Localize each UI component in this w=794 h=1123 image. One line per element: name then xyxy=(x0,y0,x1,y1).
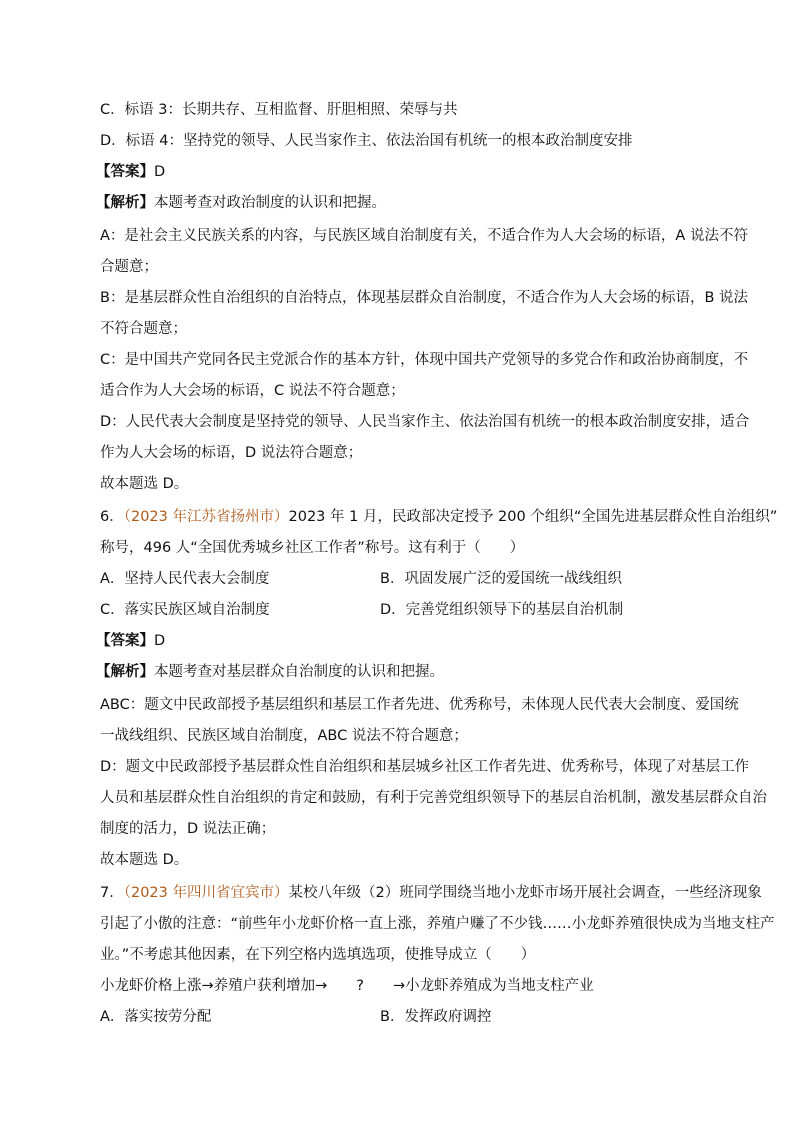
q6-source: （2023 年江苏省扬州市） xyxy=(123,509,289,525)
q6-number: 6． xyxy=(100,509,124,525)
q6-stem-text: 2023 年 1 月，民政部决定授予 200 个组织“全国先进基层群众性自治组织” xyxy=(288,509,778,525)
q7-stem-line2: 引起了小傲的注意：“前些年小龙虾价格一直上涨，养殖户赚了不少钱……小龙虾养殖很快成为当地支柱产 xyxy=(100,916,775,932)
q6-option-b: B．巩固发展广泛的爱国统一战线组织 xyxy=(380,571,622,587)
q6-analysis-d-line1: D：题文中民政部授予基层群众性自治组织和基层城乡社区工作者先进、优秀称号，体现了对基层工作 xyxy=(100,759,750,775)
q5-analysis-c-line2: 适合作为人大会场的标语，C 说法不符合题意； xyxy=(100,383,405,399)
q6-analysis-d-line3: 制度的活力，D 说法正确； xyxy=(100,821,276,837)
q6-stem-line1 xyxy=(100,507,777,527)
q7-chain: 小龙虾价格上涨→养殖户获利增加→ ? →小龙虾养殖成为当地支柱产业 xyxy=(100,978,594,994)
answer-value: D xyxy=(154,633,166,649)
q6-analysis-d-line2: 人员和基层群众性自治组织的肯定和鼓励，有利于完善党组织领导下的基层自治机制，激发基层群众自治 xyxy=(100,790,767,806)
q5-analysis-d-line1: D：人民代表大会制度是坚持党的领导、人民当家作主、依法治国有机统一的根本政治制度安排，适合 xyxy=(100,414,750,430)
answer-tag: 【答案】 xyxy=(96,164,154,180)
answer-tag: 【答案】 xyxy=(96,633,154,649)
q6-option-c: C．落实民族区域自治制度 xyxy=(100,602,270,618)
analysis-intro-text: 本题考查对政治制度的认识和把握。 xyxy=(154,195,386,211)
q5-analysis-d-line2: 作为人大会场的标语，D 说法符合题意； xyxy=(100,445,363,461)
analysis-intro-text: 本题考查对基层群众自治制度的认识和把握。 xyxy=(154,664,444,680)
q6-option-a: A．坚持人民代表大会制度 xyxy=(100,571,270,587)
q6-analysis-abc-line2: 一战线组织、民族区域自治制度，ABC 说法不符合题意； xyxy=(100,728,468,744)
prev-option-c: C．标语 3：长期共存、互相监督、肝胆相照、荣辱与共 xyxy=(100,102,458,118)
q5-analysis-c-line1: C：是中国共产党同各民主党派合作的基本方针，体现中国共产党领导的多党合作和政治协商制度，不 xyxy=(100,352,749,368)
q7-option-b: B．发挥政府调控 xyxy=(380,1009,492,1025)
q6-analysis-intro xyxy=(96,662,444,682)
q7-number: 7． xyxy=(100,885,124,901)
q6-analysis-abc-line1: ABC：题文中民政部授予基层组织和基层工作者先进、优秀称号，未体现人民代表大会制度、爱国统 xyxy=(100,697,739,713)
q6-conclusion: 故本题选 D。 xyxy=(100,852,189,868)
q6-stem-line2: 称号，496 人“全国优秀城乡社区工作者”称号。这有利于（ ） xyxy=(100,540,525,556)
q7-stem-line3: 业。”不考虑其他因素，在下列空格内选填选项，使推导成立（ ） xyxy=(100,947,536,963)
answer-value: D xyxy=(154,164,166,180)
q7-stem-line1 xyxy=(100,883,762,903)
q5-analysis-a-line2: 合题意； xyxy=(100,259,158,275)
q5-analysis-b-line2: 不符合题意； xyxy=(100,321,187,337)
q7-stem-text: 某校八年级（2）班同学围绕当地小龙虾市场开展社会调查，一些经济现象 xyxy=(288,885,762,901)
q5-conclusion: 故本题选 D。 xyxy=(100,476,189,492)
analysis-tag: 【解析】 xyxy=(96,195,154,211)
prev-option-d: D．标语 4：坚持党的领导、人民当家作主、依法治国有机统一的根本政治制度安排 xyxy=(100,133,633,149)
q5-answer xyxy=(96,162,166,182)
q6-option-d: D．完善党组织领导下的基层自治机制 xyxy=(380,602,624,618)
q5-analysis-intro xyxy=(96,193,386,213)
q5-analysis-b-line1: B：是基层群众性自治组织的自治特点，体现基层群众自治制度，不适合作为人大会场的标语，B 说法 xyxy=(100,290,749,306)
q6-answer xyxy=(96,631,166,651)
q7-source: （2023 年四川省宜宾市） xyxy=(123,885,289,901)
q5-analysis-a-line1: A：是社会主义民族关系的内容，与民族区域自治制度有关，不适合作为人大会场的标语，A 说法不符 xyxy=(100,228,748,244)
q7-option-a: A．落实按劳分配 xyxy=(100,1009,212,1025)
analysis-tag: 【解析】 xyxy=(96,664,154,680)
